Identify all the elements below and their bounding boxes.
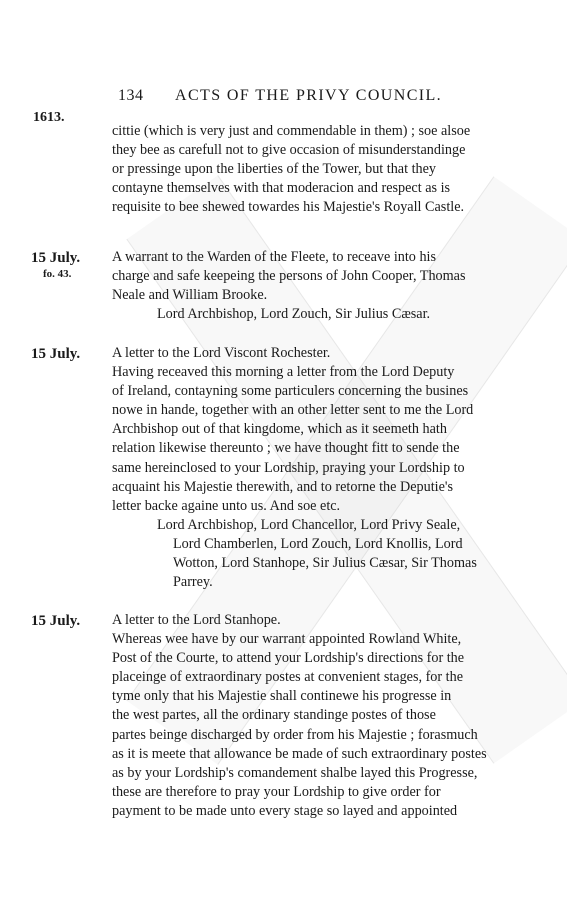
text-line: Archbishop out of that kingdome, which as it seemeth hath	[112, 421, 447, 438]
text-line: these are therefore to pray your Lordship to give order for	[112, 783, 441, 800]
signatories	[157, 305, 547, 324]
text-line: Post of the Courte, to attend your Lordship's directions for the	[112, 650, 465, 667]
signatory-line: Lord Archbishop, Lord Zouch, Sir Julius Cæsar.	[157, 306, 431, 322]
continuation-paragraph	[112, 122, 542, 217]
text-line: partes beinge discharged by order from his Majestie ; forasmuch	[112, 726, 478, 743]
text-line: payment to be made unto every stage so layed and appointed	[112, 802, 458, 819]
signatory-line: Lord Archbishop, Lord Chancellor, Lord Privy Seale,	[157, 517, 461, 533]
entry-heading: A letter to the Lord Stanhope.	[112, 612, 281, 628]
running-title: ACTS OF THE PRIVY COUNCIL.	[175, 87, 443, 104]
text-line: as by your Lordship's comandement shalbe layed this Progresse,	[112, 764, 478, 781]
text-line: relation likewise thereunto ; we have thought fitt to sende the	[112, 440, 460, 457]
text-line: acquaint his Majestie therewith, and to retorne the Deputie's	[112, 478, 453, 495]
entry-date: 15 July.	[31, 250, 81, 266]
text-line: placeinge of extraordinary postes at convenient stages, for the	[112, 669, 464, 686]
text-line: Neale and William Brooke.	[112, 287, 268, 304]
text-line: cittie (which is very just and commendable in them) ; soe alsoe	[112, 123, 471, 139]
warrant-paragraph	[112, 248, 542, 305]
folio-reference: fo. 43.	[43, 268, 72, 280]
signatory-line: Parrey.	[173, 574, 213, 590]
stanhope-letter	[112, 611, 542, 821]
signatory-line: Wotton, Lord Stanhope, Sir Julius Cæsar, Sir Thomas	[173, 555, 477, 571]
text-line: they bee as carefull not to give occasion of misunderstandinge	[112, 142, 466, 159]
page-number: 134	[118, 87, 144, 104]
text-line: of Ireland, contayning some particulers concerning the busines	[112, 383, 469, 400]
signatory-line: Lord Chamberlen, Lord Zouch, Lord Knollis, Lord	[173, 536, 463, 552]
text-line: Having receaved this morning a letter from the Lord Deputy	[112, 364, 455, 381]
entry-date: 15 July.	[31, 346, 81, 362]
entry-heading: A letter to the Lord Viscont Rochester.	[112, 345, 331, 361]
entry-date: 15 July.	[31, 613, 81, 629]
page-header	[0, 87, 567, 107]
text-line: same hereinclosed to your Lordship, praying your Lordship to	[112, 459, 465, 476]
text-line: requisite to bee shewed towardes his Majestie's Royall Castle.	[112, 199, 465, 216]
rochester-letter	[112, 344, 542, 516]
margin-year: 1613.	[33, 110, 65, 125]
text-line: A warrant to the Warden of the Fleete, to receave into his	[112, 249, 437, 265]
text-line: the west partes, all the ordinary standinge postes of those	[112, 707, 436, 724]
text-line: charge and safe keepeing the persons of John Cooper, Thomas	[112, 268, 466, 285]
text-line: nowe in hande, together with an other letter sent to me the Lord	[112, 402, 474, 419]
text-line: letter backe againe unto us. And soe etc.	[112, 497, 341, 514]
text-line: or pressinge upon the liberties of the Tower, but that they	[112, 161, 437, 178]
text-line: tyme only that his Majestie shall continewe his progresse in	[112, 688, 452, 705]
text-line: as it is meete that allowance be made of such extraordinary postes	[112, 745, 487, 762]
text-line: contayne themselves with that moderacion and respect as is	[112, 180, 451, 197]
signatories	[157, 516, 547, 592]
text-line: Whereas wee have by our warrant appointed Rowland White,	[112, 631, 462, 648]
